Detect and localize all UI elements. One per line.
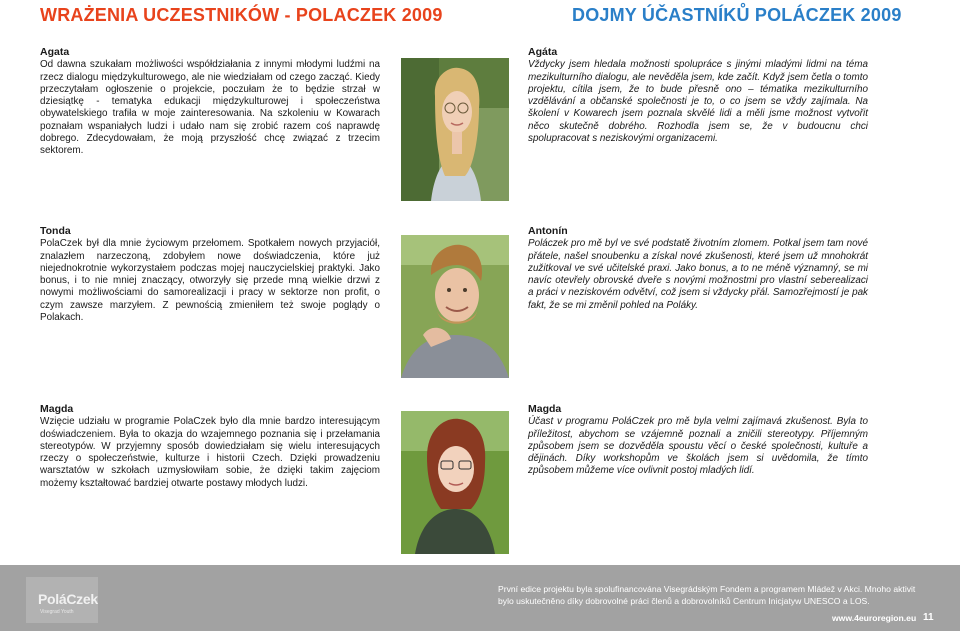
footer-funding-note: První edice projektu byla spolufinancována Visegrádským Fondem a programem Mládež v Akci. Mnoho aktivit bylo uskutečněno díky dobrovolné práci členů a dobrovolníků Centrum Inicjatyw UNESCO a LOS. — [498, 584, 916, 606]
participant-photo — [401, 58, 509, 201]
photo-man-grass-icon — [401, 235, 509, 378]
page-title-czech: DOJMY ÚČASTNÍKŮ POLÁCZEK 2009 — [572, 5, 902, 25]
testimonial-cz — [528, 403, 868, 478]
testimonial-text: Vždycky jsem hledala možnosti spolupráce s jinými mladými lidmi na téma mezikulturního dialogu, ale nevěděla jsem, kde začít. Když jsem četla o tomto projektu, cítila jsem, že to bude přesně ono – tématika mezikulturního vzdělávání a občanské společnosti je to, o co jsem se vždy zajímala. Na školení v Kowarech jsem poznala skvělé lidi a měli jsme možnost vytvořit něco skutečně dobrého. Rozhodla jsem se, že v budoucnu chci spolupracovat s neziskovými organizacemi. — [528, 59, 868, 145]
logo-subtext: Visegrad Youth — [40, 609, 74, 615]
testimonial-text: PolaCzek był dla mnie życiowym przełomem. Spotkałem nowych przyjaciół, znalazłem narzeczoną, zdobyłem nowe doświadczenia, które już niejednokrotnie wykorzystałem podczas mojej nauczycielskiej praktyki. Jako bonus, i to nie mniej znaczący, otworzyły się przede mną wielkie drzwi z nowymi możliwościami do samorealizacji i pracy w sektorze non profit, o czym zawsze marzyłem. Z pewnością zmieniłem też swoje poglądy o Polakach. — [40, 238, 380, 324]
participant-name: Tonda — [40, 225, 71, 237]
polaczek-logo — [26, 577, 98, 623]
testimonial-pl — [40, 46, 380, 158]
photo-woman-blond-icon — [401, 58, 509, 201]
page-number: 11 — [923, 612, 934, 623]
participant-name: Magda — [40, 403, 74, 415]
testimonial-text: Poláczek pro mě byl ve své podstatě životním zlomem. Potkal jsem tam nové přátele, našel snoubenku a získal nové zkušenosti, které jsem už mnohokrát zužitkoval ve své učitelské praxi. Jako bonus, a to ne méně významný, se mi navíc otevřely obrovské dveře s novými možnostmi pro vlastní seberealizaci a práci v neziskovém odvětví, což jsem si vždycky přál. Samozřejmostí je pak fakt, že se mi změnil pohled na Poláky. — [528, 238, 868, 311]
testimonial-text: Od dawna szukałam możliwości współdziałania z innymi młodymi ludźmi na rzecz dialogu międzykulturowego, ale nie wiedziałam od czego zacząć. Kiedy przeczytałam ogłoszenie o projekcie, poczułam że to będzie strzał w dziesiątkę - tematyka edukacji międzykulturowej i społeczeństwa obywatelskiego trafiła w moje zainteresowania. Na szkoleniu w Kowarach poznałam wspaniałych ludzi i udało nam się zrobić razem coś naprawdę dobrego. Zdecydowałam, że moją przyszłość chcę związać z trzecim sektorem. — [40, 59, 380, 157]
footer-website-link[interactable]: www.4euroregion.eu — [832, 613, 917, 623]
page-title-polish: WRAŻENIA UCZESTNIKÓW - POLACZEK 2009 — [40, 5, 443, 25]
testimonial-pl — [40, 225, 380, 324]
participant-name: Antonín — [528, 225, 568, 237]
logo-text: PoláCzek — [38, 591, 98, 607]
testimonial-cz — [528, 225, 868, 312]
participant-photo — [401, 411, 509, 554]
participant-name: Magda — [528, 403, 562, 415]
testimonial-cz — [528, 46, 868, 145]
participant-name: Agata — [40, 46, 70, 58]
participant-name: Agáta — [528, 46, 558, 58]
photo-woman-redhair-icon — [401, 411, 509, 554]
participant-photo — [401, 235, 509, 378]
testimonial-text: Wzięcie udziału w programie PolaCzek było dla mnie bardzo interesującym doświadczeniem. Była to okazja do wzajemnego poznania się i przełamania stereotypów. W przyjemny sposób dowiedziałam się wielu interesujących rzeczy o społeczeństwie, kulturze i historii Czech. Dzięki prowadzeniu warsztatów w szkołach uzmysłowiłam sobie, że dzięki takim zajęciom możemy kształtować bardziej otwarte postawy młodych ludzi. — [40, 416, 380, 489]
testimonial-pl — [40, 403, 380, 490]
testimonial-text: Účast v programu PoláCzek pro mě byla velmi zajímavá zkušenost. Byla to příležitost, abychom se vzájemně poznali a zničili stereotypy. Příjemným způsobem jsem se dozvěděla spoustu věcí o české společnosti, kultuře a dějinách. Díky workshopům ve školách jsem si uvědomila, že tímto způsobem můžeme více ovlivnit postoj mladých lidí. — [528, 416, 868, 477]
